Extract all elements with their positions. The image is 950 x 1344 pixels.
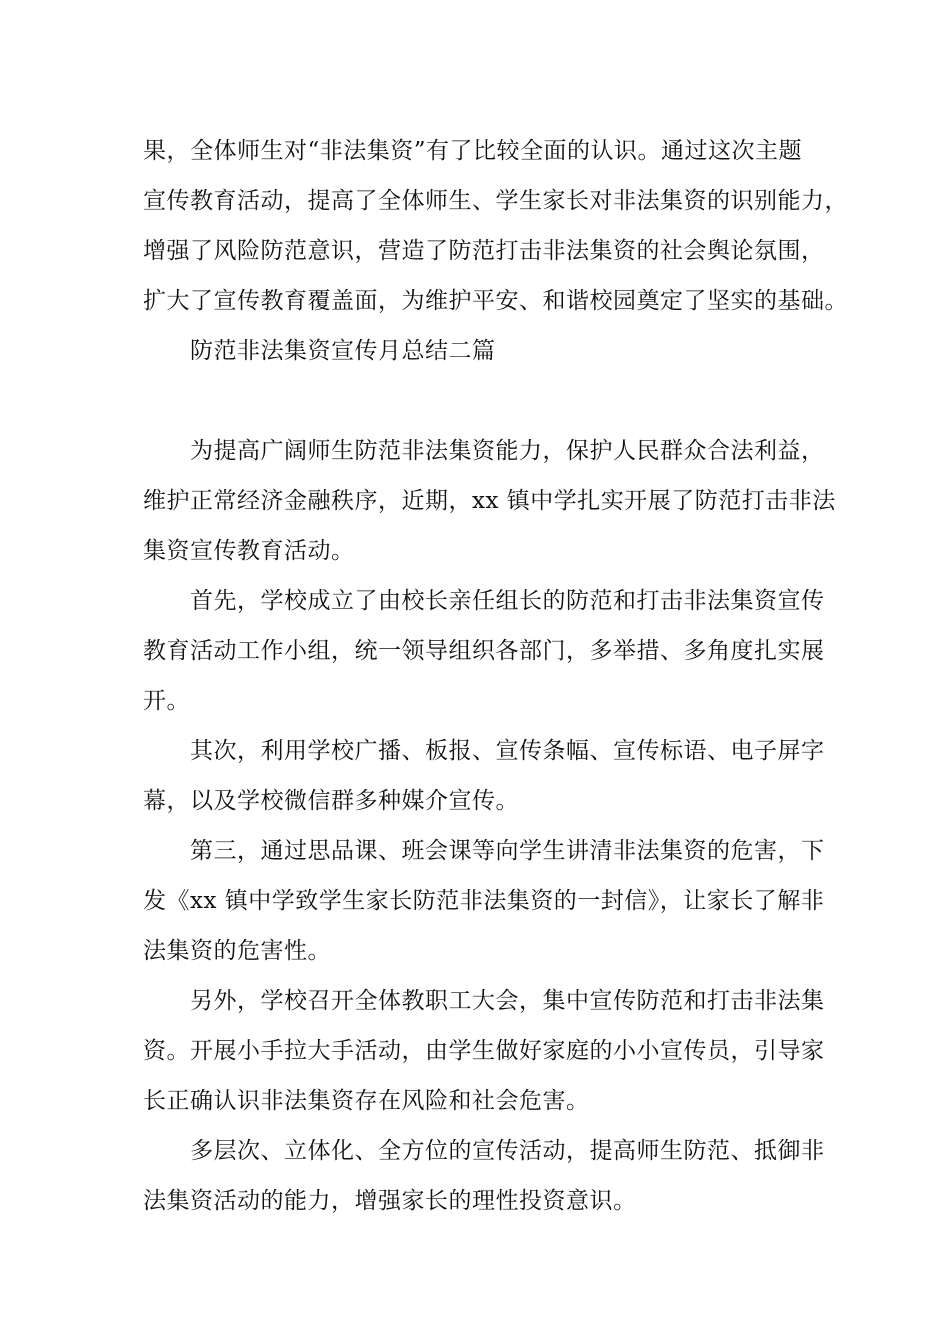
- text-line: 教育活动工作小组，统一领导组织各部门，多举措、多角度扎实展: [143, 638, 825, 664]
- text-line: 法集资活动的能力，增强家长的理性投资意识。: [143, 1188, 637, 1214]
- text-line: 另外，学校召开全体教职工大会，集中宣传防范和打击非法集: [190, 988, 825, 1014]
- text-line: 增强了风险防范意识，营造了防范打击非法集资的社会舆论氛围，: [143, 238, 825, 264]
- text-line: 果，全体师生对“非法集资”有了比较全面的认识。通过这次主题: [143, 138, 803, 164]
- section-heading: 防范非法集资宣传月总结二篇: [190, 338, 496, 364]
- text-line: 维护正常经济金融秩序，近期，xx 镇中学扎实开展了防范打击非法: [143, 488, 836, 514]
- text-line: 首先，学校成立了由校长亲任组长的防范和打击非法集资宣传: [190, 588, 825, 614]
- text-line: 扩大了宣传教育覆盖面，为维护平安、和谐校园奠定了坚实的基础。: [143, 288, 848, 314]
- text-line: 资。开展小手拉大手活动，由学生做好家庭的小小宣传员，引导家: [143, 1038, 825, 1064]
- text-line: 发《xx 镇中学致学生家长防范非法集资的一封信》，让家长了解非: [143, 888, 825, 914]
- text-line: 集资宣传教育活动。: [143, 538, 355, 564]
- text-line: 法集资的危害性。: [143, 938, 331, 964]
- text-line: 其次，利用学校广播、板报、宣传条幅、宣传标语、电子屏字: [190, 738, 825, 764]
- text-line: 第三，通过思品课、班会课等向学生讲清非法集资的危害，下: [190, 838, 825, 864]
- text-line: 长正确认识非法集资存在风险和社会危害。: [143, 1088, 590, 1114]
- text-line: 幕，以及学校微信群多种媒介宣传。: [143, 788, 519, 814]
- text-line: 多层次、立体化、全方位的宣传活动，提高师生防范、抵御非: [190, 1138, 825, 1164]
- text-line: 宣传教育活动，提高了全体师生、学生家长对非法集资的识别能力，: [143, 188, 848, 214]
- text-line: 开。: [143, 688, 190, 714]
- text-line: 为提高广阔师生防范非法集资能力，保护人民群众合法利益，: [190, 438, 825, 464]
